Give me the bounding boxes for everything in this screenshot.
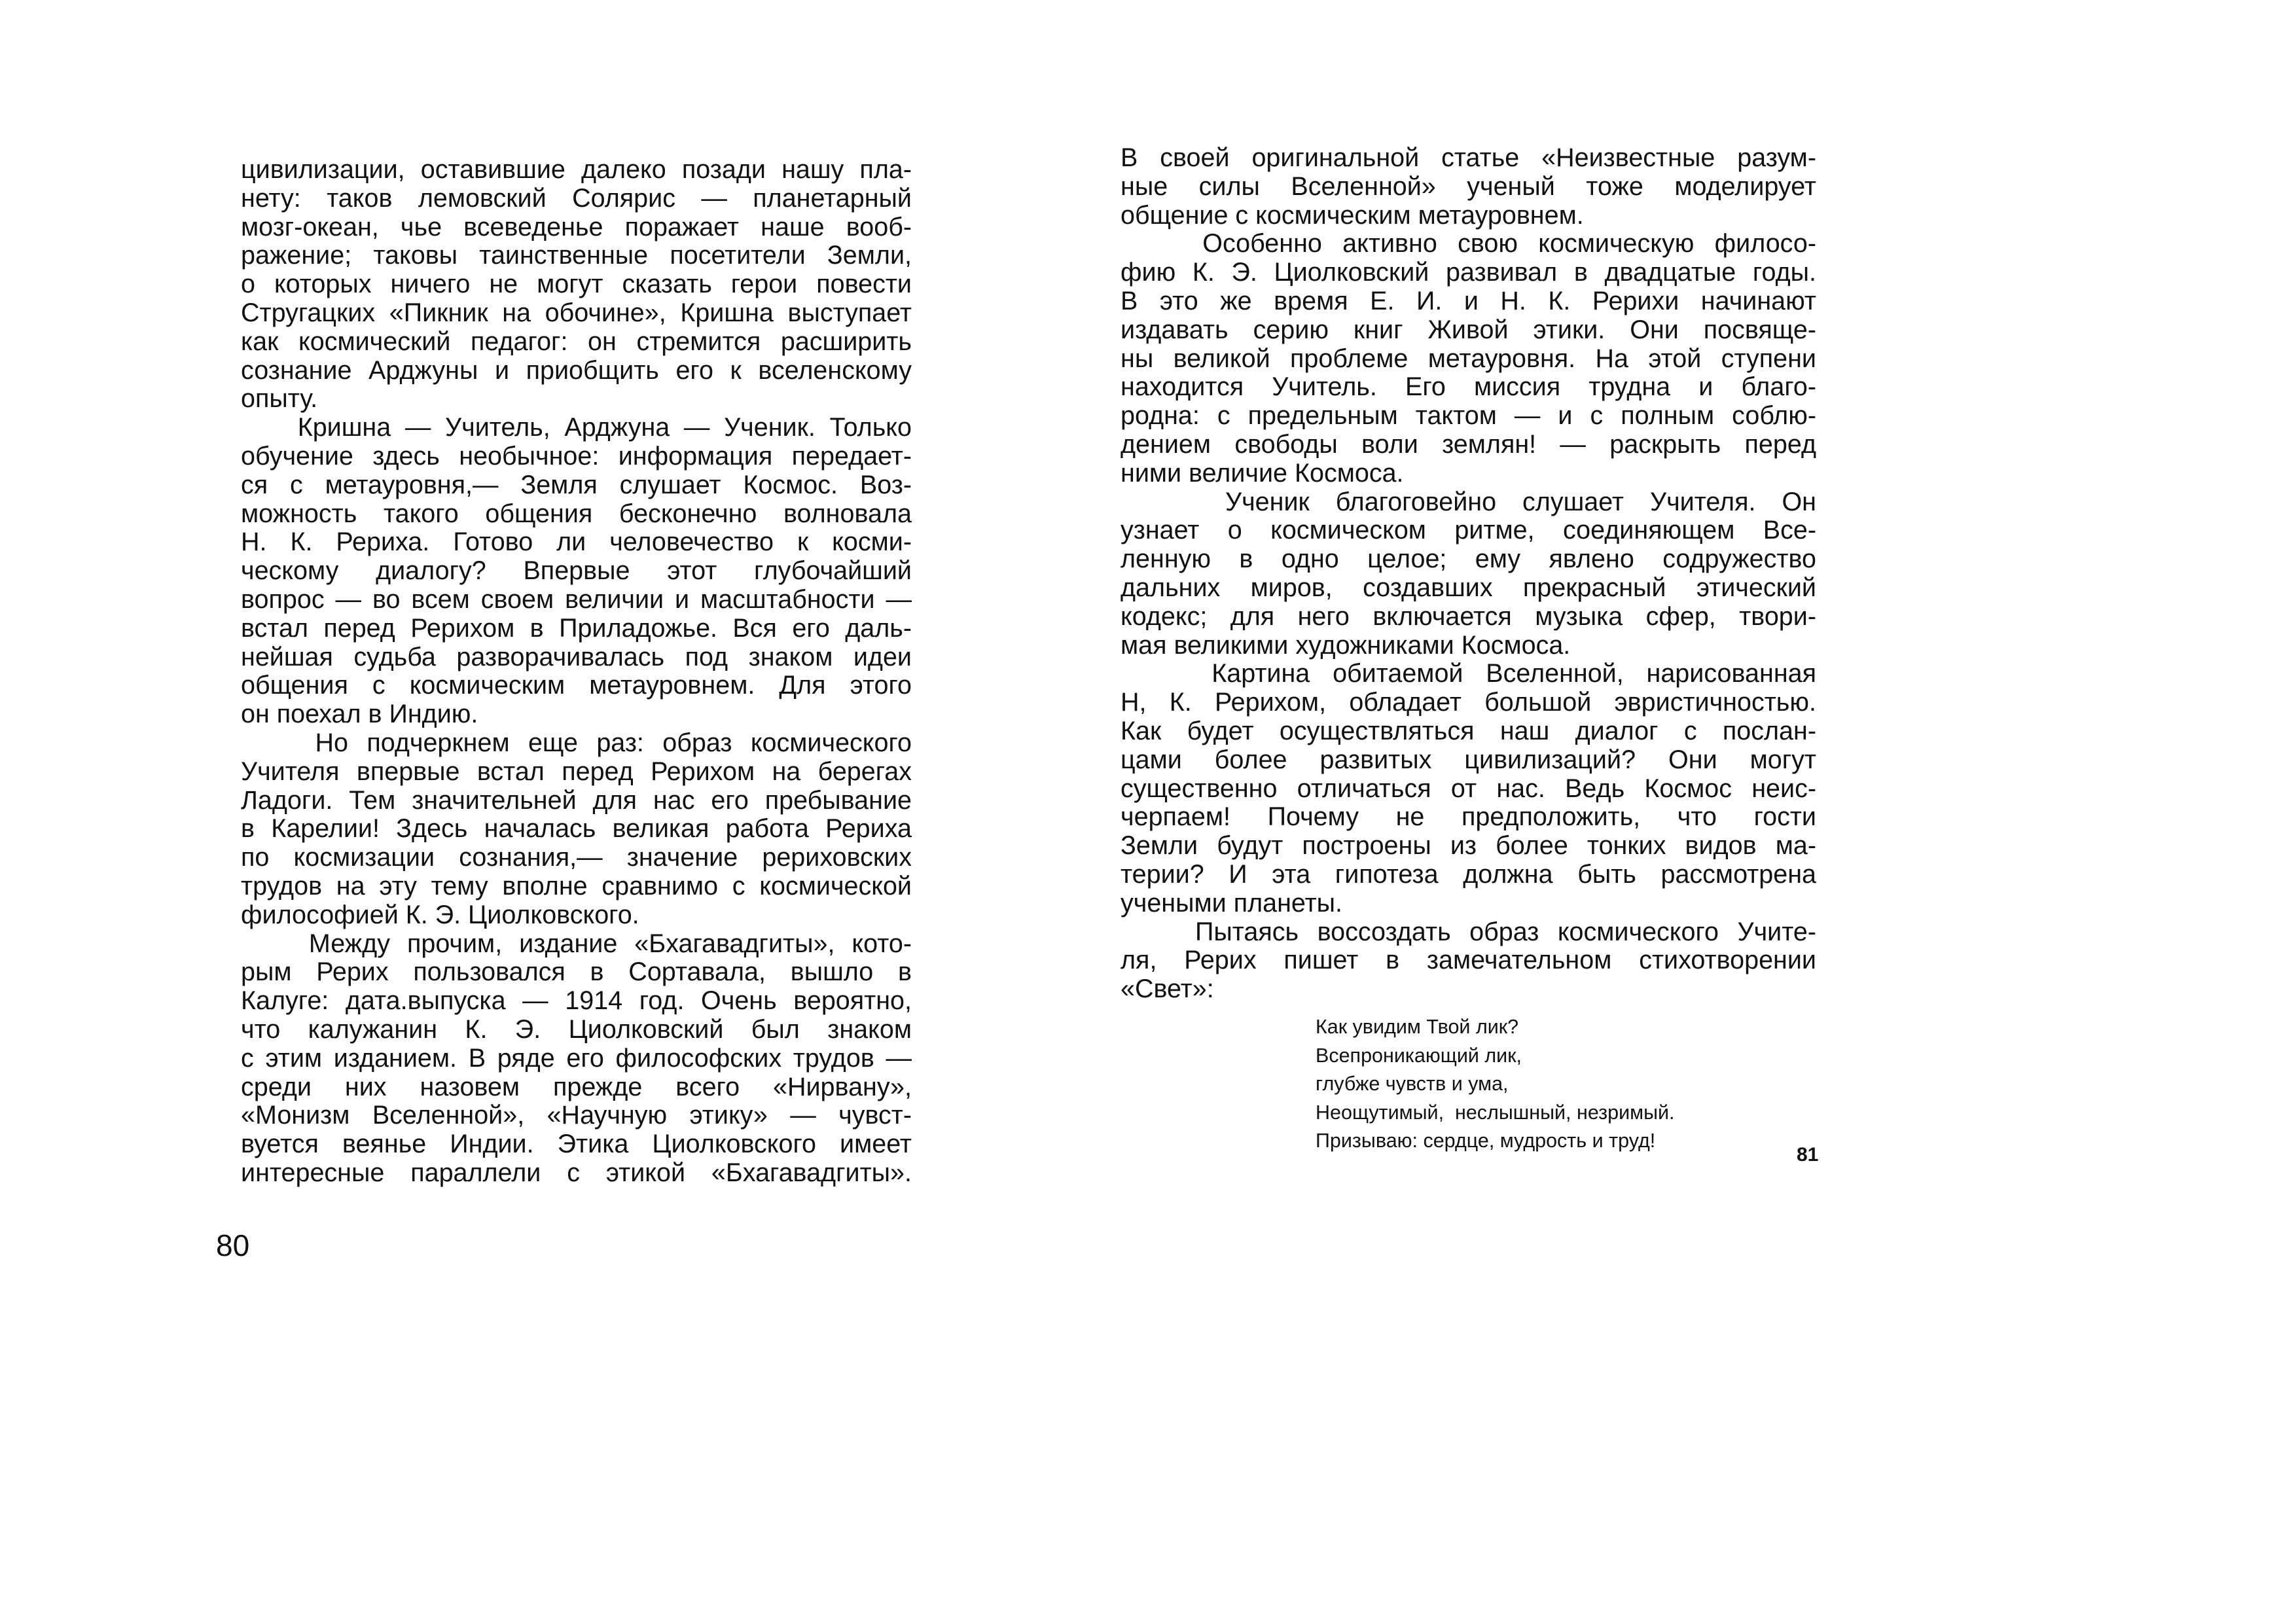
poem-line: Неощутимый, неслышный, незримый.	[1316, 1101, 1675, 1124]
text-line: Картина обитаемой Вселенной, нарисованная	[1121, 659, 1816, 688]
text-line: он поехал в Индию.	[241, 700, 478, 729]
text-line: цивилизации, оставившие далеко позади нашу пла-	[241, 155, 912, 184]
text-line: можность такого общения бесконечно волновала	[241, 499, 912, 528]
poem-line: Призываю: сердце, мудрость и труд!	[1316, 1130, 1656, 1152]
text-line: Н, К. Рерихом, обладает большой эвристичностью.	[1121, 688, 1816, 717]
page-number-right: 81	[1797, 1144, 1819, 1166]
page-number-left: 80	[216, 1228, 250, 1262]
text-line: сознание Арджуны и приобщить его к вселенскому	[241, 355, 912, 385]
text-line: с этим изданием. В ряде его философских трудов —	[241, 1043, 912, 1073]
text-line: узнает о космическом ритме, соединяющем Все-	[1121, 516, 1816, 545]
text-line: нету: таков лемовский Солярис — планетарный	[241, 183, 912, 213]
text-line: ними величие Космоса.	[1121, 458, 1404, 488]
text-line: существенно отличаться от нас. Ведь Космос неис-	[1121, 774, 1816, 803]
text-line: «Монизм Вселенной», «Научную этику» — чувст-	[241, 1101, 912, 1130]
text-line: трудов на эту тему вполне сравнимо с космической	[241, 871, 912, 901]
text-line: опыту.	[241, 384, 318, 414]
text-line: Пытаясь воссоздать образ космического Учите-	[1121, 917, 1816, 946]
text-line: В своей оригинальной статье «Неизвестные разум-	[1121, 143, 1816, 172]
text-line: Кришна — Учитель, Арджуна — Ученик. Только	[241, 413, 912, 442]
text-line: цами более развитых цивилизаций? Они могут	[1121, 745, 1816, 774]
text-line: ческому диалогу? Впервые этот глубочайший	[241, 556, 912, 586]
text-line: ленную в одно целое; ему явлено содружество	[1121, 544, 1816, 574]
text-line: обучение здесь необычное: информация передает-	[241, 441, 912, 471]
text-line: Как будет осуществляться наш диалог с послан-	[1121, 716, 1816, 745]
text-line: «Свет»:	[1121, 974, 1214, 1004]
text-line: В это же время Е. И. и Н. К. Рерихи начинают	[1121, 286, 1816, 315]
text-line: находится Учитель. Его миссия трудна и благо-	[1121, 372, 1816, 402]
text-line: общение с космическим метауровнем.	[1121, 200, 1584, 230]
text-line: Учителя впервые встал перед Рерихом на берегах	[241, 757, 912, 786]
text-line: дальних миров, создавших прекрасный этический	[1121, 573, 1816, 602]
text-line: Стругацких «Пикник на обочине», Кришна выступает	[241, 298, 912, 327]
poem-line: Как увидим Твой лик?	[1316, 1016, 1519, 1038]
poem-block	[1316, 1013, 1675, 1156]
text-line: встал перед Рерихом в Приладожье. Вся его даль-	[241, 613, 912, 643]
text-line: философией К. Э. Циолковского.	[241, 900, 639, 929]
text-line: ражение; таковы таинственные посетители Земли,	[241, 241, 912, 270]
text-line: Земли будут построены из более тонких видов ма-	[1121, 831, 1816, 861]
text-line: мозг-океан, чье всеведенье поражает наше вооб-	[241, 212, 912, 241]
text-line: кодекс; для него включается музыка сфер, твори-	[1121, 601, 1816, 631]
poem-line: Всепроникающий лик,	[1316, 1044, 1522, 1067]
text-line: что калужанин К. Э. Циолковский был знаком	[241, 1014, 912, 1044]
text-line: ся с метауровня,— Земля слушает Космос. Воз-	[241, 470, 912, 499]
text-line: Ладоги. Тем значительней для нас его пребывание	[241, 785, 912, 815]
text-line: учеными планеты.	[1121, 888, 1343, 918]
text-line: терии? И эта гипотеза должна быть рассмотрена	[1121, 859, 1816, 889]
text-line: ны великой проблеме метауровня. На этой ступени	[1121, 344, 1816, 373]
text-line: Ученик благоговейно слушает Учителя. Он	[1121, 487, 1816, 516]
text-line: по космизации сознания,— значение рериховских	[241, 843, 912, 872]
left-page-text	[241, 156, 912, 1188]
text-line: как космический педагог: он стремится расширить	[241, 327, 912, 356]
text-line: вуется веянье Индии. Этика Циолковского имеет	[241, 1130, 912, 1159]
text-line: рым Рерих пользовался в Сортавала, вышло в	[241, 957, 912, 987]
text-line: интересные параллели с этикой «Бхагавадгиты».	[241, 1158, 912, 1187]
text-line: Калуге: дата.выпуска — 1914 год. Очень вероятно,	[241, 986, 912, 1016]
text-line: нейшая судьба разворачивалась под знаком идеи	[241, 642, 912, 671]
text-line: общения с космическим метауровнем. Для этого	[241, 671, 912, 700]
text-line: Н. К. Рериха. Готово ли человечество к косми-	[241, 527, 912, 557]
text-line: ля, Рерих пишет в замечательном стихотворении	[1121, 946, 1816, 975]
text-line: Между прочим, издание «Бхагавадгиты», кото-	[241, 929, 912, 958]
text-line: среди них назовем прежде всего «Нирвану»,	[241, 1072, 912, 1101]
text-line: издавать серию книг Живой этики. Они посвяще-	[1121, 315, 1816, 344]
text-line: ные силы Вселенной» ученый тоже моделирует	[1121, 171, 1816, 201]
poem-line: глубже чувств и ума,	[1316, 1073, 1509, 1095]
text-line: дением свободы воли землян! — раскрыть перед	[1121, 429, 1816, 459]
right-page-text	[1121, 144, 1816, 1004]
text-line: о которых ничего не могут сказать герои повести	[241, 270, 912, 299]
text-line: в Карелии! Здесь началась великая работа Рериха	[241, 814, 912, 844]
text-line: Но подчеркнем еще раз: образ космического	[241, 728, 912, 757]
text-line: фию К. Э. Циолковский развивал в двадцатые годы.	[1121, 258, 1816, 287]
text-line: Особенно активно свою космическую филосо-	[1121, 229, 1816, 259]
text-line: черпаем! Почему не предположить, что гости	[1121, 802, 1816, 832]
text-line: мая великими художниками Космоса.	[1121, 630, 1571, 660]
text-line: родна: с предельным тактом — и с полным соблю-	[1121, 401, 1816, 431]
text-line: вопрос — во всем своем величии и масштабности —	[241, 584, 912, 614]
